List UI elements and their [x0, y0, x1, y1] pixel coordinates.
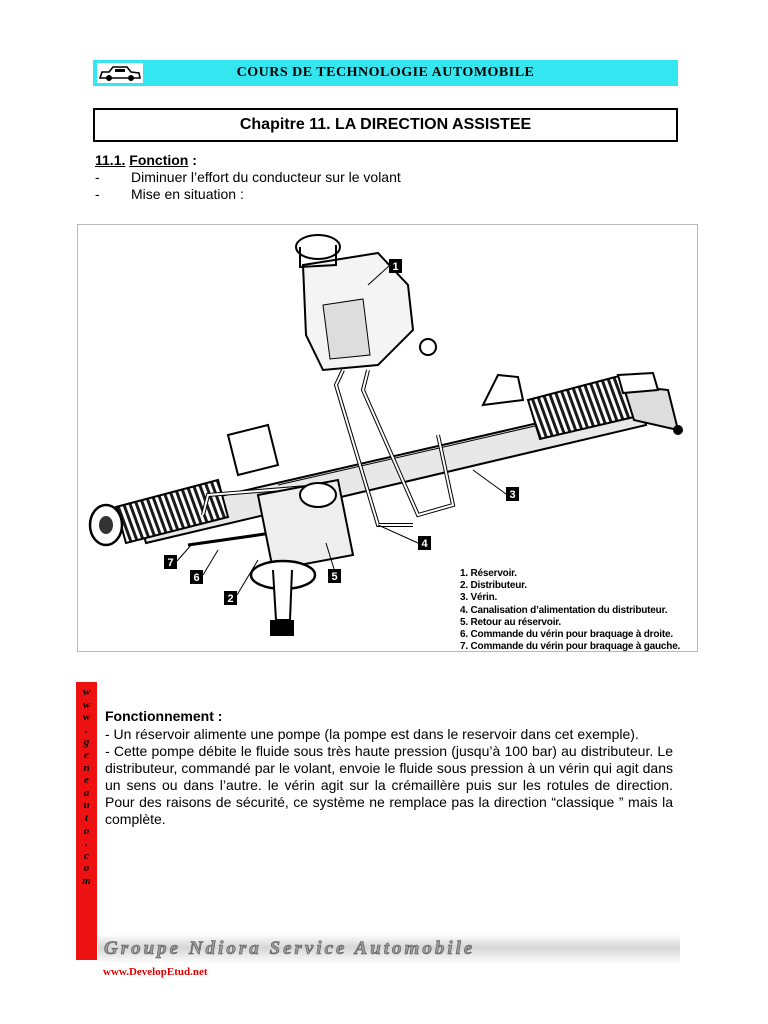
side-strip-letter: w — [82, 686, 91, 698]
side-strip-letter: . — [85, 723, 88, 736]
bullet-text: Diminuer l’effort du conducteur sur le volant — [131, 169, 401, 185]
callout-7: 7 — [167, 557, 174, 569]
section-word: Fonction — [129, 152, 189, 168]
section-fonction — [95, 152, 695, 203]
header-bar — [93, 60, 678, 86]
footer-banner-text: Groupe Ndiora Service Automobile — [104, 938, 476, 959]
fonctionnement-section — [105, 708, 673, 828]
callout-1: 1 — [392, 261, 399, 273]
car-logo-icon — [97, 63, 143, 83]
side-strip-letter: m — [82, 874, 91, 887]
legend-item: 3. Vérin. — [460, 592, 498, 604]
side-strip-letter: o — [83, 824, 90, 837]
section-heading — [95, 152, 695, 169]
steering-diagram-figure — [77, 224, 698, 652]
bullet-item: - Mise en situation : — [95, 186, 244, 202]
header-title: COURS DE TECHNOLOGIE AUTOMOBILE — [236, 65, 535, 80]
side-strip-letter: w — [82, 698, 91, 711]
chapter-title-box — [93, 108, 678, 142]
legend-item: 6. Commande du vérin pour braquage à droite. — [460, 629, 673, 641]
side-strip-letter: . — [85, 837, 88, 850]
side-strip-letter: t — [84, 811, 89, 824]
side-strip-letter: o — [83, 862, 90, 875]
section-number: 11.1. — [95, 152, 126, 168]
legend-item: 4. Canalisation d’alimentation du distributeur. — [460, 604, 668, 616]
section-suffix: : — [188, 152, 197, 168]
callout-4: 4 — [421, 538, 428, 550]
legend-item: 7. Commande du vérin pour braquage à gauche. — [460, 641, 681, 653]
bullet-text: Mise en situation : — [131, 186, 244, 202]
figure-legend — [460, 568, 680, 653]
callout-6: 6 — [193, 572, 200, 584]
footer-banner — [98, 934, 680, 964]
legend-item: 5. Retour au réservoir. — [460, 616, 562, 628]
chapter-title: Chapitre 11. LA DIRECTION ASSISTEE — [239, 116, 532, 133]
fonctionnement-heading: Fonctionnement : — [105, 708, 223, 724]
callout-2: 2 — [227, 593, 234, 605]
side-watermark-strip — [76, 682, 97, 960]
body-paragraph: - Un réservoir alimente une pompe (la pompe est dans le reservoir dans cet exemple). — [105, 726, 639, 742]
side-strip-letter: g — [83, 736, 90, 749]
legend-item: 1. Réservoir. — [460, 568, 517, 579]
side-strip-letter: u — [83, 799, 90, 812]
side-strip-letter: a — [83, 786, 90, 799]
callout-3: 3 — [509, 489, 516, 501]
legend-item: 2. Distributeur. — [460, 580, 527, 592]
callout-5: 5 — [331, 571, 338, 583]
bullet-item: - Diminuer l’effort du conducteur sur le volant — [95, 169, 401, 185]
side-strip-letter: n — [83, 761, 90, 774]
side-strip-letter: e — [84, 748, 89, 761]
footer-url-link[interactable]: www.DevelopEtud.net — [103, 966, 208, 978]
side-strip-letter: c — [84, 849, 89, 862]
body-paragraph: - Cette pompe débite le fluide sous très haute pression (jusqu’à 100 bar) au distributeur. Le distributeur, commandé par le volant, envoie le fluide sous pression à un vérin qui agit dans un sens ou dans l’autre. le vérin agit sur la crémaillère puis sur les rotules de direction. Pour des raisons de sécurité, ce système ne remplace pas la direction “classique ” mais la complète. — [105, 743, 673, 827]
side-strip-letter: w — [82, 711, 91, 724]
side-strip-letter: e — [84, 774, 89, 787]
